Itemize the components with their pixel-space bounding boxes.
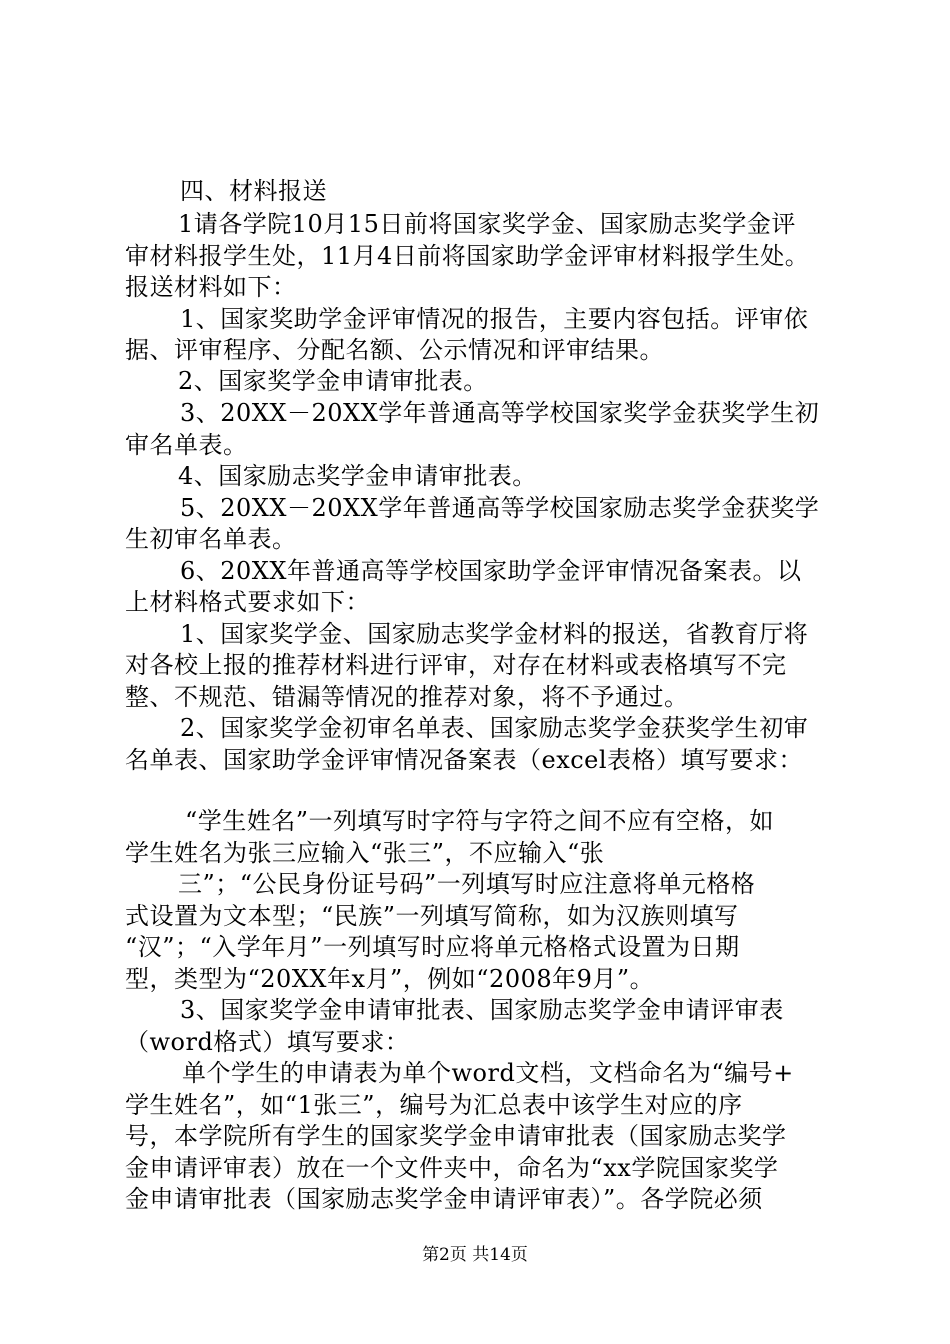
paragraph-line: 2、国家奖学金初审名单表、国家励志奖学金获奖学生初审 xyxy=(180,714,809,742)
paragraph-line: 审材料报学生处，11月4日前将国家助学金评审材料报学生处。 xyxy=(125,242,810,270)
paragraph-line: 金申请审批表（国家励志奖学金申请评审表）”。各学院必须 xyxy=(125,1185,763,1213)
paragraph-line: 三”；“公民身份证号码”一列填写时应注意将单元格格 xyxy=(178,870,756,898)
paragraph-line: “学生姓名”一列填写时字符与字符之间不应有空格，如 xyxy=(185,807,775,835)
paragraph-line: 5、20XX－20XX学年普通高等学校国家励志奖学金获奖学 xyxy=(180,494,820,522)
paragraph-line: 2、国家奖学金申请审批表。 xyxy=(178,367,488,395)
paragraph-line: 4、国家励志奖学金申请审批表。 xyxy=(178,462,537,490)
paragraph-line: 据、评审程序、分配名额、公示情况和评审结果。 xyxy=(125,336,664,364)
paragraph-line: 1、国家奖助学金评审情况的报告，主要内容包括。评审依 xyxy=(180,305,809,333)
paragraph-line: 报送材料如下： xyxy=(125,273,297,301)
paragraph-line: 式设置为文本型；“民族”一列填写简称，如为汉族则填写 xyxy=(125,902,739,930)
paragraph-line: 上材料格式要求如下： xyxy=(125,588,370,616)
paragraph-line: 整、不规范、错漏等情况的推荐对象，将不予通过。 xyxy=(125,683,689,711)
paragraph-line: 1请各学院10月15日前将国家奖学金、国家励志奖学金评 xyxy=(178,210,796,238)
paragraph-line: 单个学生的申请表为单个word文档，文档命名为“编号+ xyxy=(182,1059,794,1087)
paragraph-line: “汉”；“入学年月”一列填写时应将单元格格式设置为日期 xyxy=(125,933,740,961)
paragraph-line: 型，类型为“20XX年x月”，例如“2008年9月”。 xyxy=(125,965,655,993)
paragraph-line: 号，本学院所有学生的国家奖学金申请审批表（国家励志奖学 xyxy=(125,1122,787,1150)
paragraph-line: 对各校上报的推荐材料进行评审，对存在材料或表格填写不完 xyxy=(125,651,787,679)
paragraph-line: 生初审名单表。 xyxy=(125,525,297,553)
paragraph-line: （word格式）填写要求： xyxy=(125,1028,410,1056)
paragraph-line: 名单表、国家助学金评审情况备案表（excel表格）填写要求： xyxy=(125,746,804,774)
paragraph-line: 学生姓名”，如“1张三”，编号为汇总表中该学生对应的序 xyxy=(125,1091,743,1119)
paragraph-line: 金申请评审表）放在一个文件夹中，命名为“xx学院国家奖学 xyxy=(125,1154,779,1182)
page-number-footer: 第2页 共14页 xyxy=(422,1245,528,1265)
paragraph-line: 3、国家奖学金申请审批表、国家励志奖学金申请评审表 xyxy=(180,996,784,1024)
section-heading: 四、材料报送 xyxy=(180,177,327,205)
paragraph-line: 学生姓名为张三应输入“张三”，不应输入“张 xyxy=(125,839,605,867)
paragraph-line: 审名单表。 xyxy=(125,431,248,459)
paragraph-line: 6、20XX年普通高等学校国家助学金评审情况备案表。以 xyxy=(180,557,802,585)
paragraph-line: 1、国家奖学金、国家励志奖学金材料的报送，省教育厅将 xyxy=(180,620,809,648)
paragraph-line: 3、20XX－20XX学年普通高等学校国家奖学金获奖学生初 xyxy=(180,399,820,427)
